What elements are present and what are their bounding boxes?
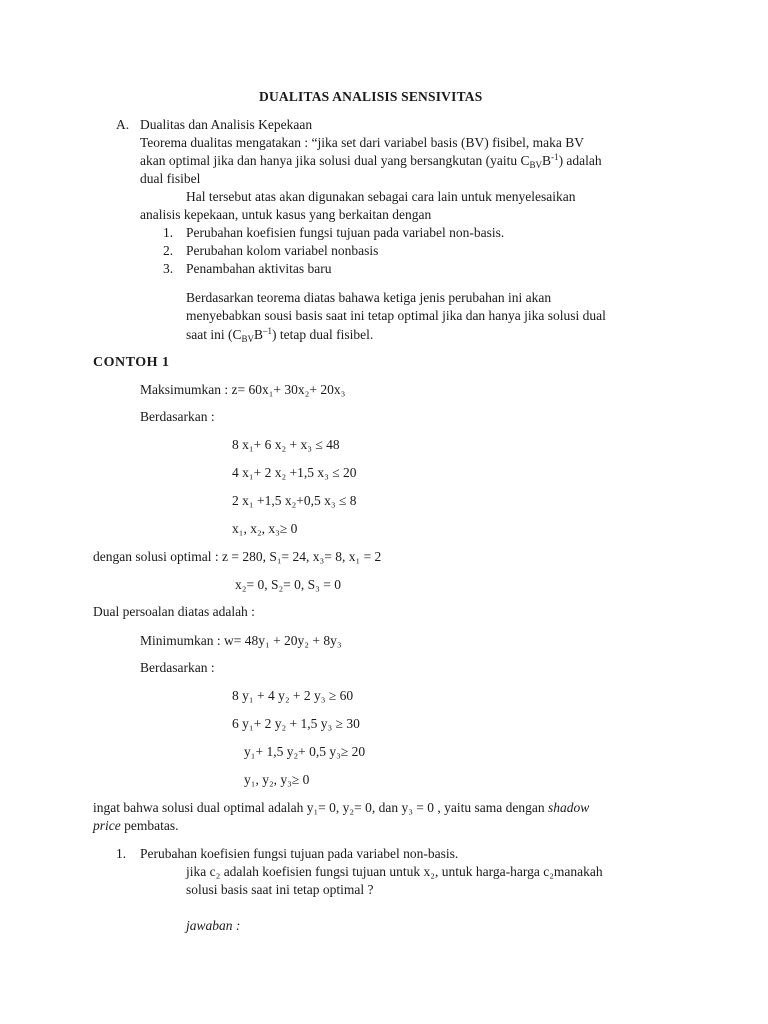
document-title: DUALITAS ANALISIS SENSIVITAS bbox=[259, 89, 483, 104]
section-a-marker: A. bbox=[116, 117, 130, 132]
dual-objective: Minimumkan : w= 48y₁ + 20y₂ + 8y₃ bbox=[140, 633, 342, 648]
answer-label: jawaban : bbox=[186, 918, 241, 933]
paragraph-3-line-3-text: saat ini (C bbox=[186, 327, 242, 342]
paragraph-3-line-3-b: B bbox=[254, 327, 264, 342]
primal-objective: Maksimumkan : z= 60x₁+ 30x₂+ 20x₃ bbox=[140, 382, 346, 397]
shadow-price-note-text: ingat bahwa solusi dual optimal adalah y₁= 0, y₂= 0, dan y₃ = 0 , yaitu sama dengan bbox=[93, 800, 548, 815]
item-1-heading: Perubahan koefisien fungsi tujuan pada variabel non-basis. bbox=[140, 846, 459, 861]
primal-subject-label: Berdasarkan : bbox=[140, 409, 215, 424]
shadow-price-italic: shadow bbox=[548, 800, 590, 815]
dual-constraint: 6 y₁+ 2 y₂ + 1,5 y₃ ≥ 30 bbox=[232, 716, 360, 731]
paragraph-3-line-3-end: ) tetap dual fisibel. bbox=[272, 327, 374, 342]
paragraph-3-sub: BV bbox=[241, 334, 255, 344]
theorem-line-1: Teorema dualitas mengatakan : “jika set dari variabel basis (BV) fisibel, maka BV bbox=[140, 135, 585, 150]
theorem-line-2-end: ) adalah bbox=[558, 153, 602, 168]
paragraph-2-line-2: analisis kepekaan, untuk kasus yang berkaitan dengan bbox=[140, 207, 432, 222]
primal-constraint: 8 x₁+ 6 x₂ + x₃ ≤ 48 bbox=[232, 437, 340, 452]
shadow-price-note-line-1 bbox=[93, 800, 589, 816]
dual-constraint: 8 y₁ + 4 y₂ + 2 y₃ ≥ 60 bbox=[232, 688, 354, 703]
theorem-line-2 bbox=[140, 153, 602, 169]
dual-subject-label: Berdasarkan : bbox=[140, 660, 215, 675]
list-item-number: 2. bbox=[163, 243, 174, 258]
list-item-text: Penambahan aktivitas baru bbox=[186, 261, 332, 276]
dual-intro: Dual persoalan diatas adalah : bbox=[93, 604, 255, 619]
dual-constraint: y₁+ 1,5 y₂+ 0,5 y₃≥ 20 bbox=[244, 744, 366, 759]
theorem-line-2-b: B bbox=[542, 153, 552, 168]
item-1-number: 1. bbox=[116, 846, 127, 861]
example-heading: CONTOH 1 bbox=[93, 355, 170, 370]
shadow-price-note-end: pembatas. bbox=[120, 818, 179, 833]
list-item-text: Perubahan kolom variabel nonbasis bbox=[186, 243, 379, 258]
primal-nonnegativity: x₁, x₂, x₃≥ 0 bbox=[232, 521, 298, 536]
primal-constraint: 4 x₁+ 2 x₂ +1,5 x₃ ≤ 20 bbox=[232, 465, 357, 480]
section-a-heading: Dualitas dan Analisis Kepekaan bbox=[140, 117, 313, 132]
paragraph-3-sup: –1 bbox=[263, 326, 273, 336]
list-item-number: 1. bbox=[163, 225, 174, 240]
theorem-line-2-sup: -1 bbox=[551, 152, 559, 162]
paragraph-3-line-3 bbox=[186, 327, 373, 343]
item-1-question-line-1: jika c₂ adalah koefisien fungsi tujuan untuk x₂, untuk harga-harga c₂manakah bbox=[186, 864, 603, 879]
theorem-line-2-sub: BV bbox=[529, 160, 543, 170]
list-item-number: 3. bbox=[163, 261, 174, 276]
price-italic: price bbox=[93, 818, 121, 833]
dual-nonnegativity: y₁, y₂, y₃≥ 0 bbox=[244, 772, 310, 787]
paragraph-3-line-2: menyebabkan sousi basis saat ini tetap optimal jika dan hanya jika solusi dual bbox=[186, 308, 606, 323]
theorem-line-3: dual fisibel bbox=[140, 171, 201, 186]
item-1-question-line-2: solusi basis saat ini tetap optimal ? bbox=[186, 882, 374, 897]
paragraph-3-line-1: Berdasarkan teorema diatas bahawa ketiga jenis perubahan ini akan bbox=[186, 290, 552, 305]
theorem-line-2-text: akan optimal jika dan hanya jika solusi dual yang bersangkutan (yaitu C bbox=[140, 153, 530, 168]
list-item-text: Perubahan koefisien fungsi tujuan pada variabel non-basis. bbox=[186, 225, 505, 240]
paragraph-2-line-1: Hal tersebut atas akan digunakan sebagai cara lain untuk menyelesaikan bbox=[186, 189, 576, 204]
optimal-solution-line-2: x₂= 0, S₂= 0, S₃ = 0 bbox=[235, 577, 341, 592]
shadow-price-note-line-2 bbox=[93, 818, 178, 834]
optimal-solution-line-1: dengan solusi optimal : z = 280, S₁= 24, x₃= 8, x₁ = 2 bbox=[93, 549, 382, 564]
primal-constraint: 2 x₁ +1,5 x₂+0,5 x₃ ≤ 8 bbox=[232, 493, 357, 508]
